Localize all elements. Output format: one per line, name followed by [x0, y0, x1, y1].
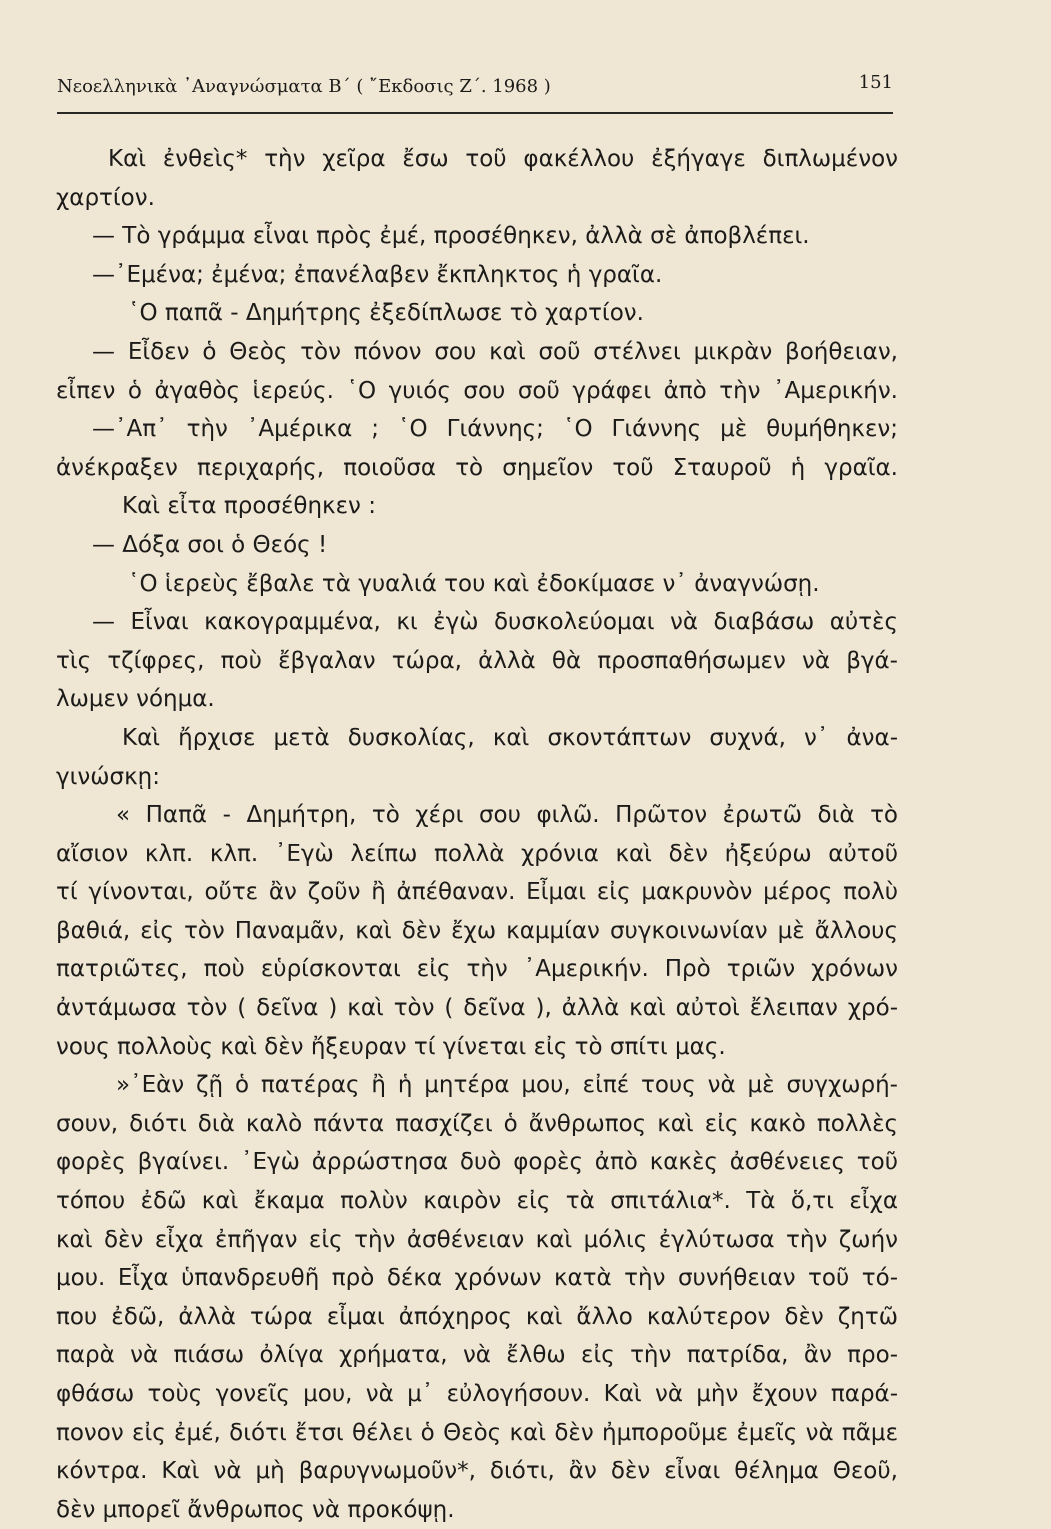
text-line: ῾Ο ἱερεὺς ἔβαλε τὰ γυαλιά του καὶ ἐδοκίμασε ν᾽ ἀναγνώσῃ. [128, 570, 820, 597]
text-line: πονον εἰς ἐμέ, διότι ἔτσι θέλει ὁ Θεὸς καὶ δὲν ἠμποροῦμε ἐμεῖς νὰ πᾶμε [56, 1419, 898, 1446]
text-line: τὶς τζίφρες, ποὺ ἔβγαλαν τώρα, ἀλλὰ θὰ προσπαθήσωμεν νὰ βγά- [56, 647, 898, 674]
text-line: πατριῶτες, ποὺ εὑρίσκονται εἰς τὴν ᾽Αμερικήν. Πρὸ τριῶν χρόνων [56, 956, 898, 983]
text-line: — Εἶναι κακογραμμένα, κι ἐγὼ δυσκολεύομαι νὰ διαβάσω αὐτὲς [92, 609, 898, 636]
text-line: Καὶ ἤρχισε μετὰ δυσκολίας, καὶ σκοντάπτων συχνά, ν᾽ ἀνα- [122, 724, 898, 751]
text-line: — Τὸ γράμμα εἶναι πρὸς ἐμέ, προσέθηκεν, ἀλλὰ σὲ ἀποβλέπει. [92, 223, 810, 250]
text-line: γινώσκῃ: [56, 763, 160, 790]
text-line: ἀντάμωσα τὸν ( δεῖνα ) καὶ τὸν ( δεῖνα ), ἀλλὰ καὶ αὐτοὶ ἔλειπαν χρό- [56, 995, 898, 1022]
text-line: τόπου ἐδῶ καὶ ἔκαμα πολὺν καιρὸν εἰς τὰ σπιτάλια*. Τὰ ὅ,τι εἶχα [56, 1188, 898, 1215]
text-line: που ἐδῶ, ἀλλὰ τώρα εἶμαι ἀπόχηρος καὶ ἄλλο καλύτερον δὲν ζητῶ [56, 1303, 898, 1330]
text-line: εἶπεν ὁ ἀγαθὸς ἱερεύς. ῾Ο γυιός σου σοῦ γράφει ἀπὸ τὴν ᾽Αμερικήν. [56, 377, 898, 404]
text-line: κόντρα. Καὶ νὰ μὴ βαρυγνωμοῦν*, διότι, ἂν δὲν εἶναι θέλημα Θεοῦ, [56, 1458, 898, 1485]
text-line: Καὶ ἐνθεὶς* τὴν χεῖρα ἔσω τοῦ φακέλλου ἐξήγαγε διπλωμένον [108, 146, 898, 172]
text-line: σουν, διότι διὰ καλὸ πάντα πασχίζει ὁ ἄνθρωπος καὶ εἰς κακὸ πολλὲς [56, 1110, 898, 1137]
text-line: τί γίνονται, οὔτε ἂν ζοῦν ἢ ἀπέθαναν. Εἶμαι εἰς μακρυνὸν μέρος πολὺ [56, 879, 898, 906]
text-line: βαθιά, εἰς τὸν Παναμᾶν, καὶ δὲν ἔχω καμμίαν συγκοινωνίαν μὲ ἄλλους [56, 917, 898, 944]
text-line: — Εἶδεν ὁ Θεὸς τὸν πόνον σου καὶ σοῦ στέλνει μικρὰν βοήθειαν, [92, 338, 898, 365]
text-line: — Δόξα σοι ὁ Θεός ! [92, 531, 328, 558]
text-line: —᾽Εμένα; ἐμένα; ἐπανέλαβεν ἔκπληκτος ἡ γραῖα. [92, 261, 663, 288]
running-header [57, 72, 893, 102]
text-line: λωμεν νόημα. [56, 686, 215, 713]
page-number: 151 [858, 72, 893, 93]
text-line: ἀνέκραξεν περιχαρής, ποιοῦσα τὸ σημεῖον τοῦ Σταυροῦ ἡ γραῖα. [56, 454, 898, 481]
text-line: νους πολλοὺς καὶ δὲν ἤξευραν τί γίνεται εἰς τὸ σπίτι μας. [56, 1033, 726, 1060]
text-line: δὲν μπορεῖ ἄνθρωπος νὰ προκόψῃ. [56, 1496, 455, 1523]
text-line: αἴσιον κλπ. κλπ. ᾽Εγὼ λείπω πολλὰ χρόνια καὶ δὲν ἠξεύρω αὐτοῦ [56, 840, 898, 867]
text-line: φθάσω τοὺς γονεῖς μου, νὰ μ᾽ εὐλογήσουν. Καὶ νὰ μὴν ἔχουν παρά- [56, 1381, 898, 1407]
text-line: Καὶ εἶτα προσέθηκεν : [122, 493, 376, 520]
text-line: φορὲς βγαίνει. ᾽Εγὼ ἀρρώστησα δυὸ φορὲς ἀπὸ κακὲς ἀσθένειες τοῦ [56, 1149, 898, 1176]
text-line: καὶ δὲν εἶχα ἐπῆγαν εἰς τὴν ἀσθένειαν καὶ μόλις ἐγλύτωσα τὴν ζωήν [56, 1226, 898, 1253]
text-line: —᾽Απ᾽ τὴν ᾽Αμέρικα ; ῾Ο Γιάννης; ῾Ο Γιάννης μὲ θυμήθηκεν; [92, 416, 898, 443]
header-title: Νεοελληνικὰ ᾽Αναγνώσματα Β΄ ( ῎Εκδοσις Ζ΄. 1968 ) [57, 76, 551, 97]
text-line: ῾Ο παπᾶ - Δημήτρης ἐξεδίπλωσε τὸ χαρτίον. [128, 300, 644, 327]
text-line: χαρτίον. [56, 184, 155, 211]
page-body [56, 140, 898, 1529]
header-rule [57, 112, 893, 114]
text-line: « Παπᾶ - Δημήτρη, τὸ χέρι σου φιλῶ. Πρῶτον ἐρωτῶ διὰ τὸ [116, 802, 898, 829]
text-line: μου. Εἶχα ὑπανδρευθῆ πρὸ δέκα χρόνων κατὰ τὴν συνήθειαν τοῦ τό- [56, 1265, 898, 1292]
text-line: »᾽Εὰν ζῇ ὁ πατέρας ἢ ἡ μητέρα μου, εἰπέ τους νὰ μὲ συγχωρή- [116, 1072, 898, 1099]
text-line: παρὰ νὰ πιάσω ὀλίγα χρήματα, νὰ ἔλθω εἰς τὴν πατρίδα, ἂν προ- [56, 1342, 898, 1369]
